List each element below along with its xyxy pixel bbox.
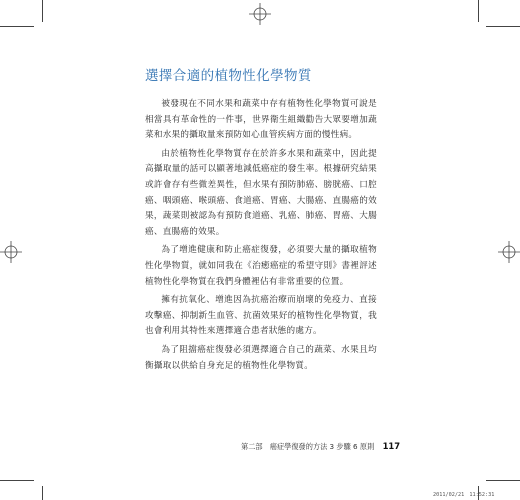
registration-mark-icon <box>498 241 520 263</box>
paragraph: 由於植物性化學物質存在於許多水果和蔬菜中，因此提高攝取量的話可以顯著地減低癌症的發生率。根據研究結果或許會存有些微差異性，但水果有預防肺癌、膀胱癌、口腔癌、咽頭癌、喉頭癌、食道癌、胃癌、大腸癌、直腸癌的效果，蔬菜則被認為有預防食道癌、乳癌、肺癌、胃癌、大腸癌、直腸癌的效果。 <box>145 148 377 237</box>
crop-mark <box>486 26 520 27</box>
paragraph: 被發現在不同水果和蔬菜中存有植物性化學物質可說是相當具有革命性的一件事，世界衛生組織勸告大眾要增加蔬菜和水果的攝取量來預防如心血管疾病方面的慢性病。 <box>145 99 377 141</box>
crop-mark <box>0 26 34 27</box>
body-text <box>145 97 377 377</box>
registration-mark-icon <box>0 241 22 263</box>
print-timestamp: 2011/02/21 11:52:31 <box>433 492 495 498</box>
crop-mark <box>486 480 520 481</box>
paragraph: 為了阻擋癌症復發必須選擇適合自己的蔬菜、水果且均衡攝取以供給自身充足的植物性化學物質。 <box>145 344 377 371</box>
crop-mark <box>0 480 34 481</box>
section-title: 選擇合適的植物性化學物質 <box>145 68 312 84</box>
paragraph: 為了增進健康和防止癌症復發，必須要大量的攝取植物性化學物質，就如同我在《治癒癌症的希望守則》書裡評述植物性化學物質在我們身體裡佔有非常重要的位置。 <box>145 245 377 287</box>
registration-mark-icon <box>249 3 271 25</box>
crop-mark <box>42 0 43 22</box>
crop-mark <box>478 0 479 22</box>
paragraph: 擁有抗氧化、增進因為抗癌治療而崩壞的免疫力、直接攻擊癌、抑制新生血管、抗菌效果好的植物性化學物質，我也會利用其特性來選擇適合患者狀態的處方。 <box>145 295 377 337</box>
running-footer <box>241 441 400 452</box>
page-number: 117 <box>382 441 401 451</box>
crop-mark <box>42 486 43 500</box>
footer-chapter-text: 第二部 癌症學復發的方法 3 步驟 6 原則 <box>241 442 375 451</box>
